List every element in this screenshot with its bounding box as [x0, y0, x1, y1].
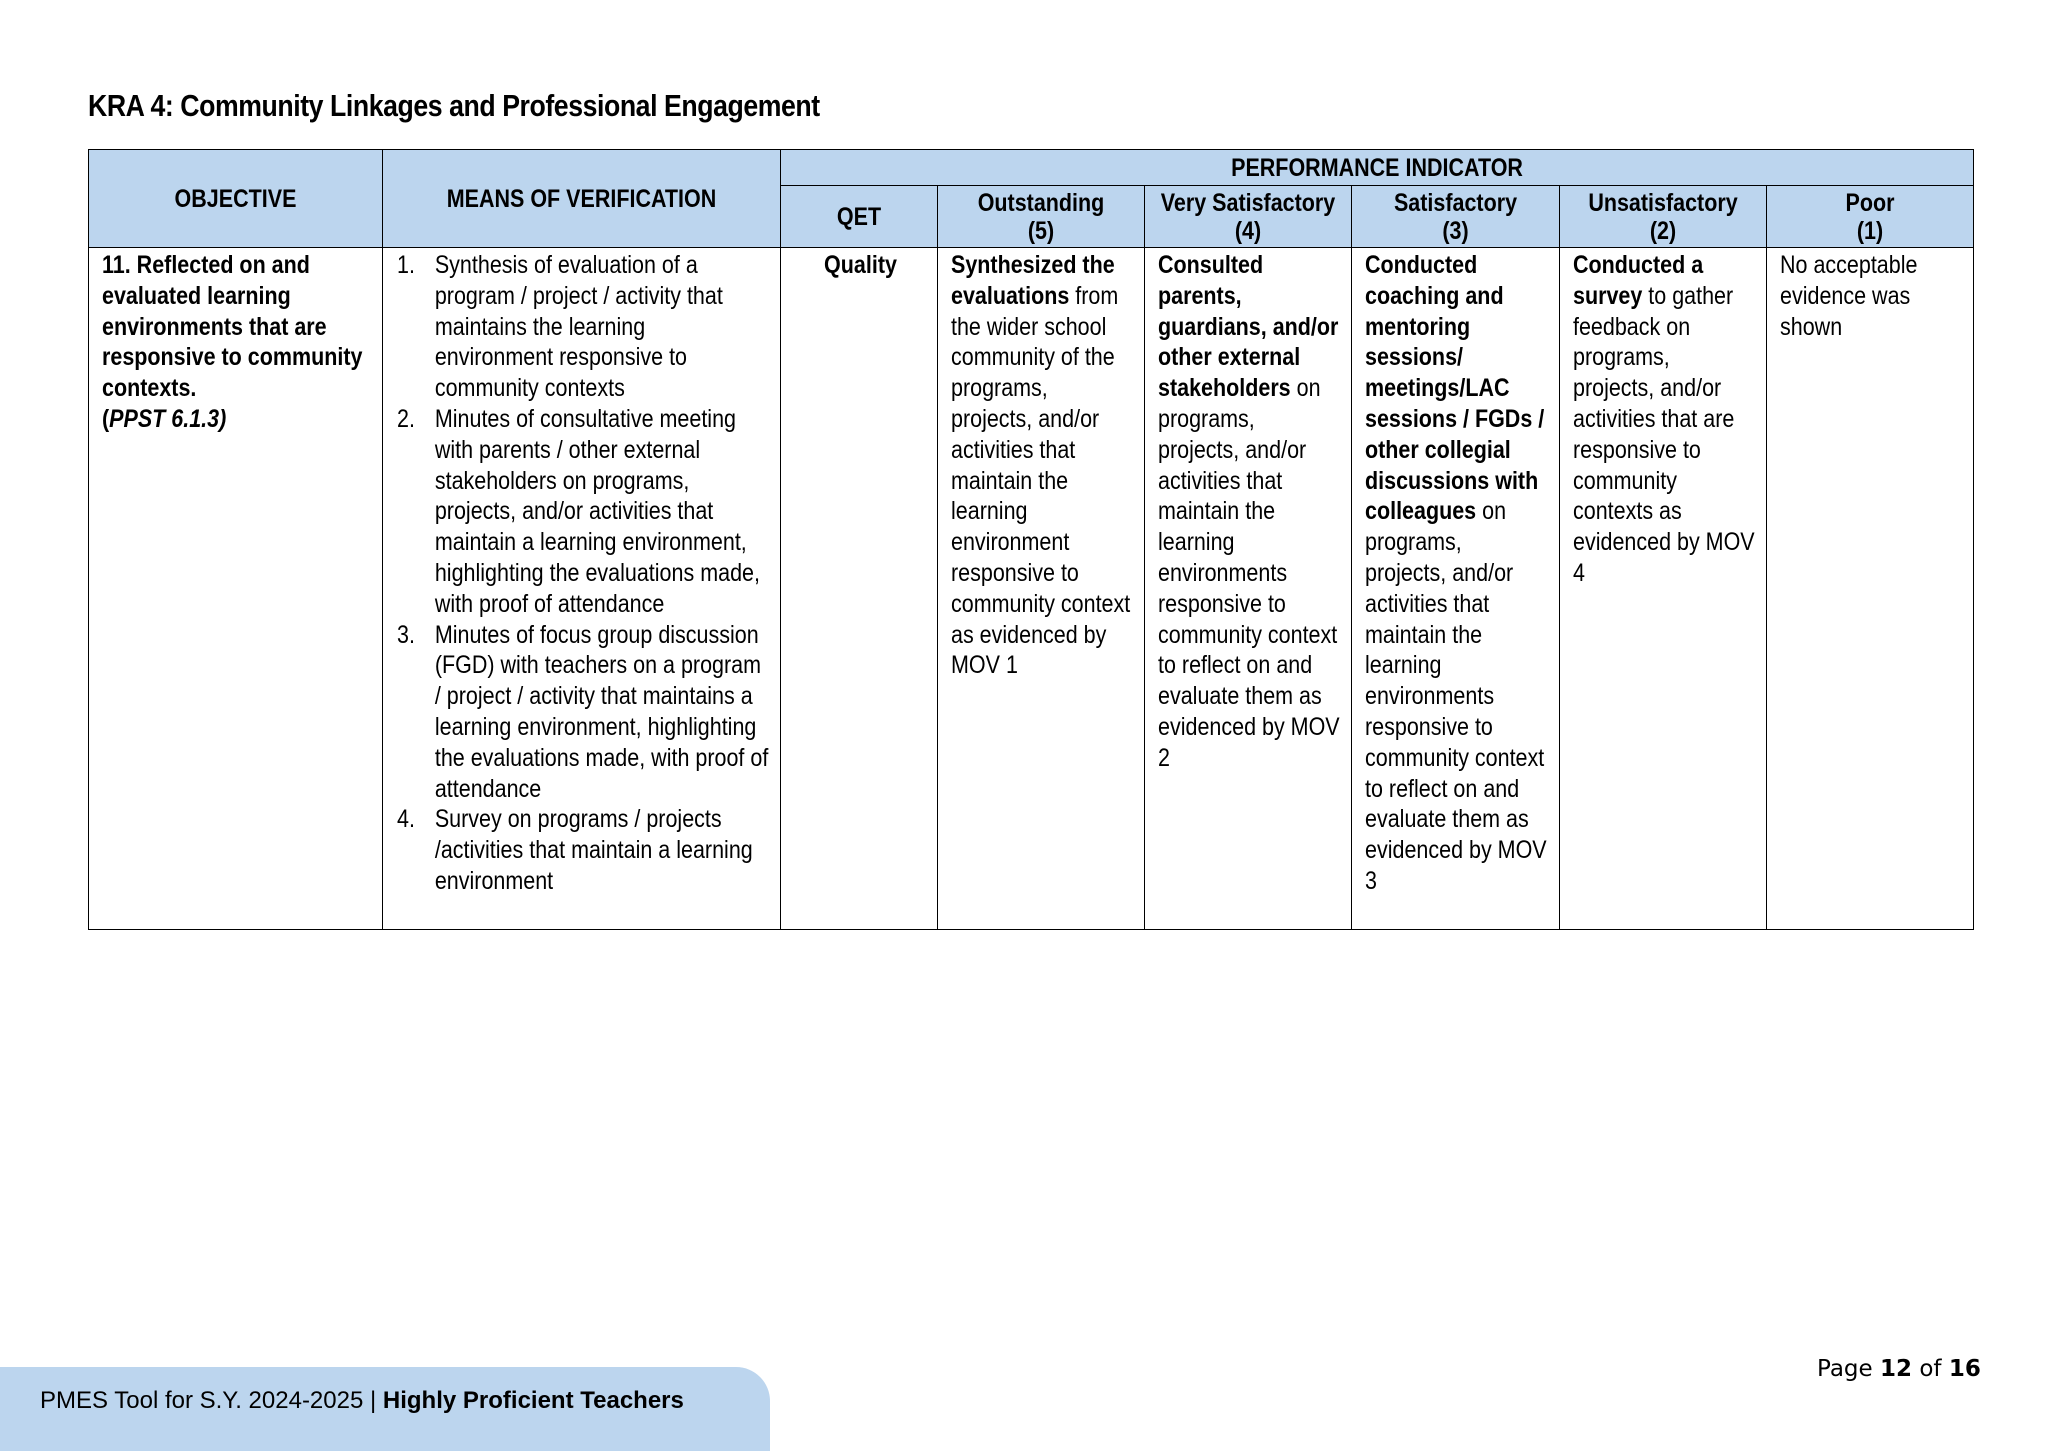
mov-cell — [383, 248, 781, 930]
footer-label — [40, 1387, 684, 1415]
header-objective: OBJECTIVE — [89, 150, 383, 248]
page-number: Page 12 of 16 — [1817, 1356, 1981, 1382]
kra-title: KRA 4: Community Linkages and Professional Engagement — [88, 88, 820, 123]
poor-cell: No acceptable evidence was shown — [1767, 248, 1974, 930]
header-performance-indicator: PERFORMANCE INDICATOR — [781, 150, 1974, 186]
header-very-satisfactory: Very Satisfactory (4) — [1145, 186, 1352, 248]
very-satisfactory-cell: Consulted parents, guardians, and/or other external stakeholders on programs, projects, and/or activities that maintain the learning environments responsive to community context to reflect on and evaluate them as evidenced by MOV 2 — [1145, 248, 1352, 930]
header-poor: Poor (1) — [1767, 186, 1974, 248]
objective-ref-paren: ( — [102, 404, 110, 433]
mov-item: 3. Minutes of focus group discussion (FGD) with teachers on a program / project / activity that maintains a learning environment, highlighting the evaluations made, with proof of attendance — [397, 620, 769, 803]
mov-list — [397, 250, 769, 897]
mov-item: 4. Survey on programs / projects /activities that maintain a learning environment — [397, 805, 753, 895]
header-satisfactory: Satisfactory (3) — [1352, 186, 1560, 248]
objective-cell — [89, 248, 383, 930]
objective-title: 11. Reflected on and evaluated learning environments that are responsive to community contexts. — [102, 251, 363, 403]
objective-ref: PPST 6.1.3) — [109, 404, 227, 433]
outstanding-cell: Synthesized the evaluations from the wider school community of the programs, projects, and/or activities that maintain the learning environment responsive to community context as evidenced by MOV 1 — [938, 248, 1145, 930]
footer-tool: PMES Tool for S.Y. 2024-2025 | — [40, 1387, 383, 1414]
header-unsatisfactory: Unsatisfactory (2) — [1560, 186, 1767, 248]
footer-audience: Highly Proficient Teachers — [382, 1387, 684, 1414]
qet-cell: Quality — [781, 248, 938, 930]
mov-item: 1. Synthesis of evaluation of a program / project / activity that maintains the learning environment responsive to community contexts — [397, 251, 723, 403]
header-outstanding: Outstanding (5) — [938, 186, 1145, 248]
performance-indicator-table — [88, 149, 1974, 930]
header-means-of-verification: MEANS OF VERIFICATION — [383, 150, 781, 248]
header-qet: QET — [781, 186, 938, 248]
table-row — [89, 248, 1974, 930]
satisfactory-cell: Conducted coaching and mentoring sessions/ meetings/LAC sessions / FGDs / other collegial discussions with colleagues on programs, projects, and/or activities that maintain the learning environments responsive to community context to reflect on and evaluate them as evidenced by MOV 3 — [1352, 248, 1560, 930]
unsatisfactory-cell: Conducted a survey to gather feedback on programs, projects, and/or activities that are responsive to community contexts as evidenced by MOV 4 — [1560, 248, 1767, 930]
mov-item: 2. Minutes of consultative meeting with parents / other external stakeholders on programs, projects, and/or activities that maintain a learning environment, highlighting the evaluations made, with proof of attendance — [397, 404, 760, 618]
